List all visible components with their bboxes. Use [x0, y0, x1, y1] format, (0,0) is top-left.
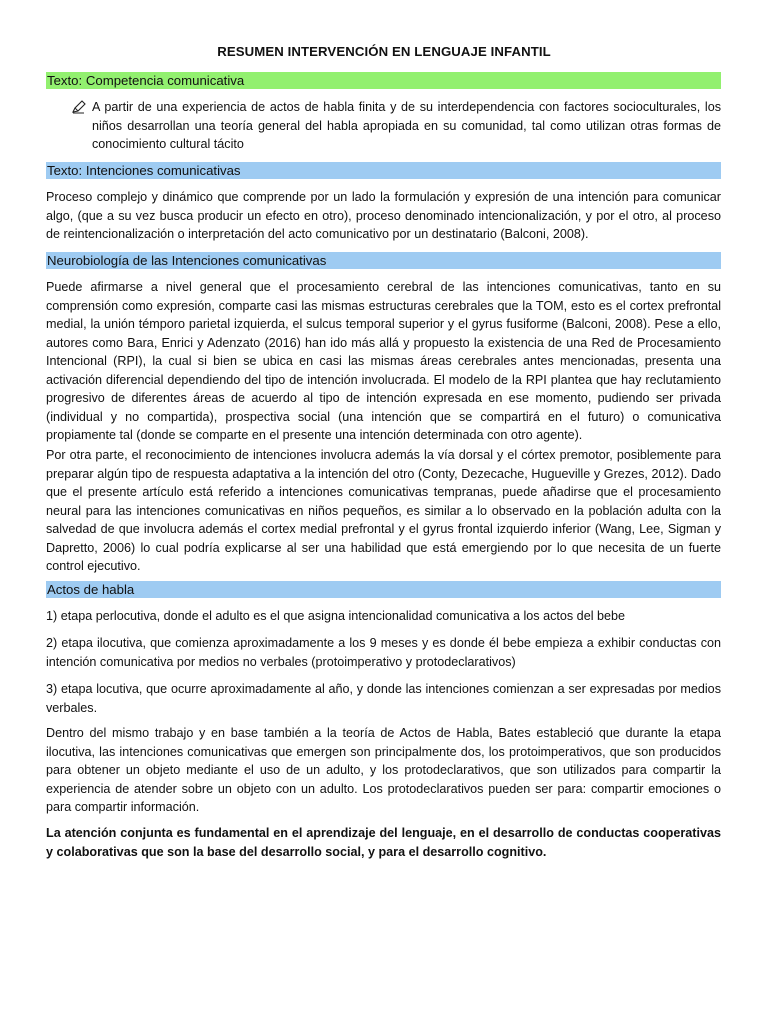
section-heading-actos-de-habla: Actos de habla: [46, 581, 721, 598]
paragraph-atencion-conjunta: La atención conjunta es fundamental en el aprendizaje del lenguaje, en el desarrollo de conductas cooperativas y colaborativas que son la base del desarrollo social, y para el desarrollo cognitivo.: [46, 826, 721, 859]
paragraph-etapa-perlocutiva: 1) etapa perlocutiva, donde el adulto es el que asigna intencionalidad comunicativa a los actos del bebe: [46, 609, 626, 623]
paragraph-bates: Dentro del mismo trabajo y en base también a la teoría de Actos de Habla, Bates estableció que durante la etapa ilocutiva, las intenciones comunicativas que emergen son principalmente dos, los protoimperativos, que son producidos para obtener un objeto mediante el uso de un adulto, y los protodeclarativos, que son utilizados para compartir la experiencia de atender sobre un objeto con un adulto. Los protodeclarativos pueden ser para: compartir emociones o para compartir información.: [46, 726, 721, 814]
paragraph-intenciones: Proceso complejo y dinámico que comprende por un lado la formulación y expresión de una intención para comunicar algo, (que a su vez busca producir un efecto en otro), proceso denominado intencionalización, y por el otro, al proceso de reintencionalización o interpretación del acto comunicativo por un destinatario (Balconi, 2008).: [46, 190, 721, 241]
paragraph-etapa-ilocutiva: 2) etapa ilocutiva, que comienza aproximadamente a los 9 meses y es donde él bebe empieza a exhibir conductas con intención comunicativa por medios no verbales (protoimperativo y protodeclarativos): [46, 636, 721, 669]
section-heading-competencia: Texto: Competencia comunicativa: [46, 72, 721, 89]
section-heading-neurobiologia: Neurobiología de las Intenciones comunicativas: [46, 252, 721, 269]
pencil-bullet-icon: [72, 100, 86, 114]
paragraph-etapa-locutiva: 3) etapa locutiva, que ocurre aproximadamente al año, y donde las intenciones comienzan a ser expresadas por medios verbales.: [46, 682, 721, 715]
paragraph-neurobiologia-2: Por otra parte, el reconocimiento de intenciones involucra además la vía dorsal y el córtex premotor, posiblemente para preparar algún tipo de respuesta adaptativa a la intención del otro (Conty, Dezecache, Hugueville y Grezes, 2012). Dado que el presente artículo está referido a intenciones comunicativas tempranas, puede añadirse que el procesamiento neural para las intenciones comunicativas en niños pequeños, es similar a lo observado en la población adulta con la salvedad de que involucra además el cortex medial prefrontal y el gyrus frontal izquierdo inferior (Wang, Lee, Sigman y Dapretto, 2006) lo cual podría explicarse al ser una habilidad que está emergiendo por lo que necesita de un fuerte control ejecutivo.: [46, 448, 721, 573]
section-heading-intenciones: Texto: Intenciones comunicativas: [46, 162, 721, 179]
bullet-text: A partir de una experiencia de actos de habla finita y de su interdependencia con factores socioculturales, los niños desarrollan una teoría general del habla apropiada en su comunidad, tal como utilizan otras formas de conocimiento cultural tácito: [92, 100, 721, 151]
paragraph-neurobiologia-1: Puede afirmarse a nivel general que el procesamiento cerebral de las intenciones comunicativas, tanto en su comprensión como expresión, comparte casi las mismas estructuras cerebrales que la TOM, esto es el cortex prefrontal medial, la unión témporo parietal izquierda, el sulcus temporal superior y el gyrus fusiforme (Balconi, 2008). Pese a ello, autores como Bara, Enrici y Adenzato (2016) han ido más allá y propuesto la existencia de una Red de Procesamiento Intencional (RPI), la cual si bien se ubica en casi las mismas áreas cerebrales antes mencionadas, presenta una activación diferencial dependiendo del tipo de intención involucrada. El modelo de la RPI plantea que hay reclutamiento progresivo de diferentes áreas de acuerdo al tipo de intención expresada en ese momento, pudiendo ser privada (individual y no compartida), prospectiva social (una intención que se compartirá en el futuro) o comunicativa propiamente tal (donde se comparte en el presente una intención determinada con otro agente).: [46, 280, 721, 442]
document-title: RESUMEN INTERVENCIÓN EN LENGUAJE INFANTIL: [217, 44, 551, 59]
